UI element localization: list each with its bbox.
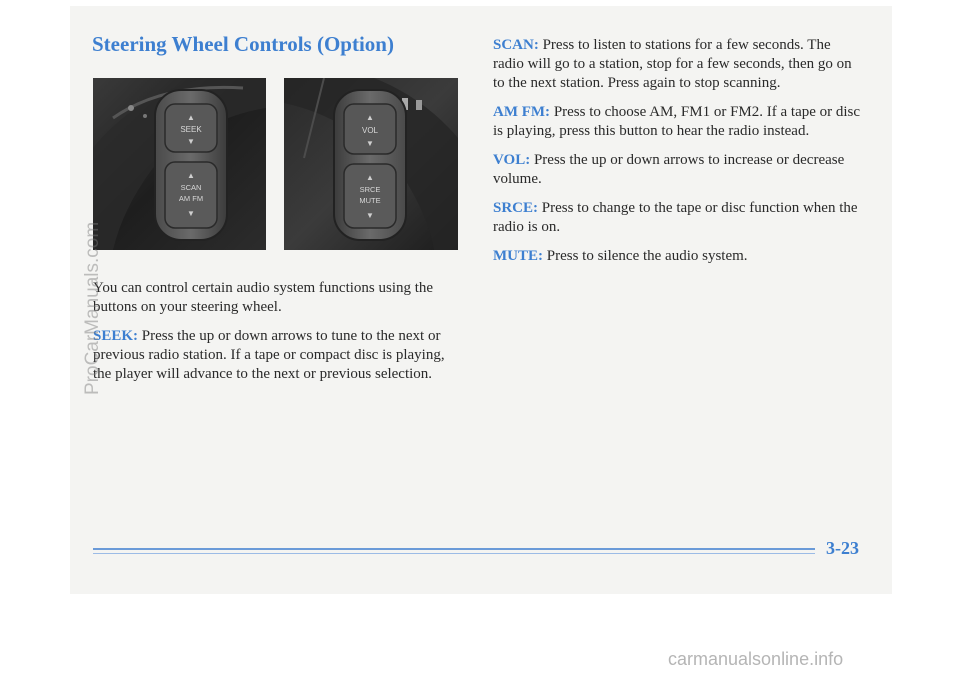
scan-button-label: SCAN: [180, 183, 202, 192]
side-watermark: ProCarManuals.com: [82, 221, 103, 395]
left-controls-illustration: [93, 78, 266, 250]
srce-description: [493, 199, 865, 237]
mute-text: Press to silence the audio system.: [546, 248, 748, 264]
svg-text:▼: ▼: [187, 137, 195, 146]
svg-text:▲: ▲: [187, 171, 195, 180]
svg-text:▲: ▲: [366, 173, 374, 182]
scan-description: [493, 36, 865, 93]
footer-rule: [93, 548, 815, 550]
srce-button-label: SRCE: [359, 185, 381, 194]
svg-text:▲: ▲: [366, 113, 374, 122]
vol-description: [493, 151, 865, 189]
svg-text:▼: ▼: [366, 139, 374, 148]
photo-right-controls: [284, 78, 458, 250]
intro-paragraph: You can control certain audio system functions using the buttons on your steering wheel.: [93, 280, 434, 315]
vol-button-label: VOL: [361, 126, 379, 135]
seek-text: Press the up or down arrows to tune to the next or previous radio station. If a tape or compact disc is playing, the player will advance to the next or previous selection.: [93, 328, 445, 382]
right-column: [493, 36, 865, 276]
mute-term: MUTE:: [493, 248, 543, 264]
photo-left-controls: [93, 78, 266, 250]
vol-text: Press the up or down arrows to increase or decrease volume.: [493, 152, 845, 187]
vol-term: VOL:: [493, 152, 531, 168]
section-title: Steering Wheel Controls (Option): [92, 32, 394, 56]
page-number: 3-23: [826, 538, 859, 558]
mute-description: [493, 247, 865, 266]
seek-button-label: SEEK: [180, 125, 202, 134]
svg-text:▼: ▼: [187, 209, 195, 218]
left-column: [93, 279, 465, 394]
amfm-button-label: AM FM: [178, 194, 204, 203]
amfm-description: [493, 103, 865, 141]
seek-term: SEEK:: [93, 328, 139, 344]
scan-term: SCAN:: [493, 37, 539, 53]
svg-text:▼: ▼: [366, 211, 374, 220]
right-controls-illustration: [284, 78, 458, 250]
srce-text: Press to change to the tape or disc function when the radio is on.: [493, 200, 858, 235]
scan-text: Press to listen to stations for a few seconds. The radio will go to a station, stop for a few seconds, then go on to the next station. Press again to stop scanning.: [493, 37, 852, 91]
svg-text:▲: ▲: [187, 113, 195, 122]
bottom-watermark[interactable]: carmanualsonline.info: [668, 649, 844, 669]
srce-term: SRCE:: [493, 200, 539, 216]
amfm-text: Press to choose AM, FM1 or FM2. If a tape or disc is playing, press this button to hear the radio instead.: [493, 104, 861, 139]
seek-description: [93, 327, 465, 384]
footer-rule-thin: [93, 553, 815, 554]
amfm-term: AM FM:: [493, 104, 551, 120]
mute-button-label: MUTE: [359, 196, 381, 205]
